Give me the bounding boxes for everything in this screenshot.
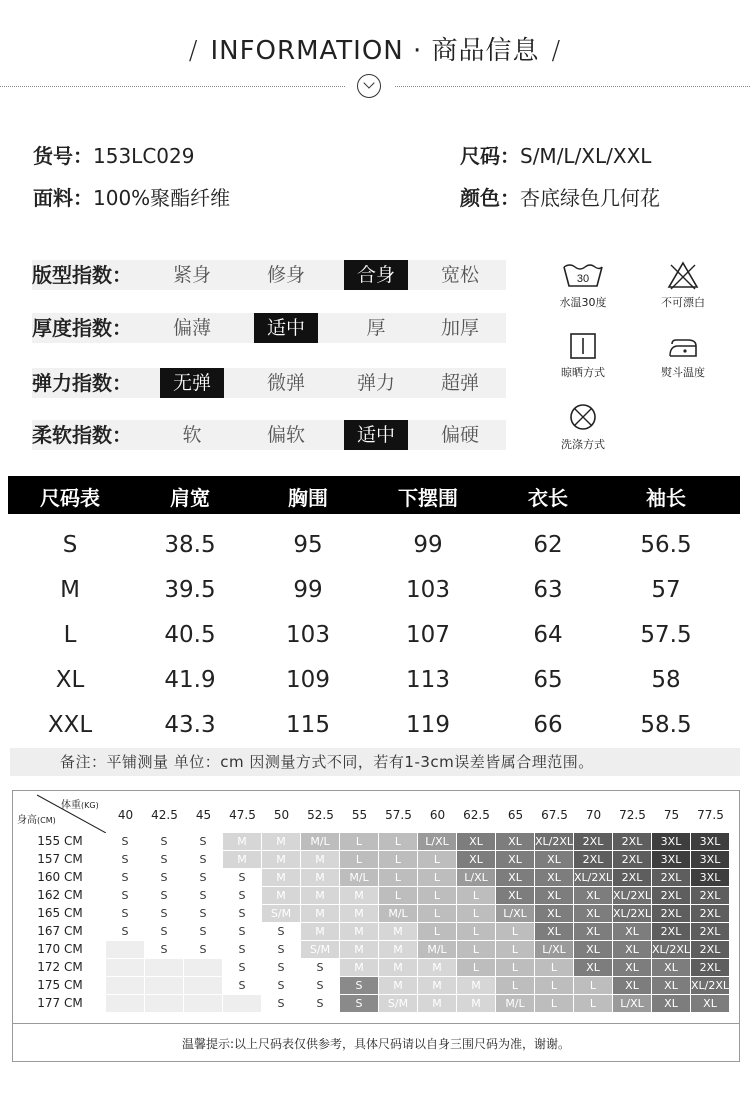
size-grid-cell: S bbox=[262, 977, 300, 994]
size-table-header-cell: 尺码表 bbox=[40, 486, 100, 510]
size-grid-cell: M bbox=[301, 905, 339, 922]
weight-header: 70 bbox=[585, 808, 602, 822]
size-table-header-cell: 胸围 bbox=[288, 486, 328, 510]
size-grid-cell: XL bbox=[652, 977, 690, 994]
size-recommendation-grid bbox=[12, 790, 740, 1062]
size-grid-cell: L bbox=[457, 959, 495, 976]
size-grid-cell: XL bbox=[613, 941, 651, 958]
size-grid-cell: 2XL bbox=[691, 923, 729, 940]
size-grid-cell: 2XL bbox=[652, 905, 690, 922]
table-row bbox=[8, 657, 740, 702]
weight-axis-label: 体重(KG) bbox=[61, 800, 99, 811]
no-bleach-icon bbox=[666, 260, 700, 290]
size-grid-cell: M/L bbox=[496, 995, 534, 1012]
table-cell: 58 bbox=[651, 667, 681, 693]
table-cell: S bbox=[62, 532, 78, 558]
size-grid-cell: L bbox=[340, 833, 378, 850]
size-grid-cell: S bbox=[184, 851, 222, 868]
index-option: 偏硬 bbox=[440, 424, 479, 446]
size-grid-cell: 2XL bbox=[574, 833, 612, 850]
index-label: 弹力指数： bbox=[32, 371, 132, 395]
table-row bbox=[8, 522, 740, 567]
size-grid-cell: M bbox=[340, 887, 378, 904]
size-grid-cell: XL bbox=[574, 959, 612, 976]
size-grid-cell: M bbox=[418, 959, 456, 976]
table-row bbox=[8, 612, 740, 657]
weight-header: 50 bbox=[273, 808, 290, 822]
size-grid-cell: M bbox=[262, 851, 300, 868]
table-cell: 95 bbox=[293, 532, 323, 558]
divider bbox=[0, 86, 345, 87]
size-grid-cell: XL bbox=[535, 851, 573, 868]
index-label: 版型指数： bbox=[32, 263, 132, 287]
table-cell: M bbox=[60, 577, 80, 603]
height-header: 155 CM bbox=[37, 834, 83, 848]
size-grid-cell: L bbox=[457, 905, 495, 922]
size-grid-cell: S bbox=[145, 923, 183, 940]
index-option: 微弹 bbox=[266, 372, 305, 394]
size-grid-cell: S bbox=[145, 941, 183, 958]
index-option: 弹力 bbox=[356, 372, 395, 394]
index-option: 超弹 bbox=[440, 372, 479, 394]
size-grid-cell: XL bbox=[574, 941, 612, 958]
table-row bbox=[8, 567, 740, 612]
size-grid-cell: S bbox=[262, 923, 300, 940]
size-grid-cell: XL bbox=[535, 923, 573, 940]
size-grid-cell: L bbox=[496, 977, 534, 994]
size-grid-cell: M/L bbox=[340, 869, 378, 886]
size-grid-cell: M bbox=[262, 887, 300, 904]
size-grid-cell: M bbox=[340, 941, 378, 958]
size-grid-cell: S/M bbox=[379, 995, 417, 1012]
size-grid-cell: S bbox=[184, 833, 222, 850]
size-grid-cell: M bbox=[379, 959, 417, 976]
height-header: 172 CM bbox=[37, 960, 83, 974]
size-grid-cell: M bbox=[262, 833, 300, 850]
care-iron: 熨斗温度 bbox=[648, 332, 718, 380]
size-grid-cell: L bbox=[496, 959, 534, 976]
height-header: 165 CM bbox=[37, 906, 83, 920]
size-grid-cell: M bbox=[301, 851, 339, 868]
index-row bbox=[32, 420, 506, 450]
size-grid-cell: 2XL bbox=[691, 887, 729, 904]
height-header: 177 CM bbox=[37, 996, 83, 1010]
index-option-selected: 无弹 bbox=[160, 368, 224, 398]
size-table-header-cell: 肩宽 bbox=[170, 486, 210, 510]
size-grid-cell bbox=[223, 995, 261, 1012]
divider bbox=[13, 1023, 739, 1024]
index-label: 柔软指数： bbox=[32, 423, 132, 447]
size-table-header-cell: 下摆围 bbox=[398, 486, 458, 510]
weight-header: 57.5 bbox=[385, 808, 412, 822]
divider bbox=[395, 86, 750, 87]
size-grid-cell: L/XL bbox=[613, 995, 651, 1012]
care-dry: 晾晒方式 bbox=[548, 332, 618, 380]
size-grid-cell bbox=[145, 959, 183, 976]
size-grid-cell: XL bbox=[457, 851, 495, 868]
size-grid-cell: S bbox=[145, 869, 183, 886]
size-grid-cell: S bbox=[223, 941, 261, 958]
size-grid-cell: S bbox=[223, 887, 261, 904]
size-grid-cell: S bbox=[262, 959, 300, 976]
size-grid-cell: L bbox=[457, 887, 495, 904]
table-cell: 66 bbox=[533, 712, 563, 738]
table-row bbox=[8, 702, 740, 747]
size-grid-cell: L/XL bbox=[457, 869, 495, 886]
size-grid-cell: 2XL bbox=[613, 851, 651, 868]
size-grid-cell: M bbox=[418, 995, 456, 1012]
size-grid-cell: L bbox=[535, 959, 573, 976]
size-grid-cell: S bbox=[145, 851, 183, 868]
size-grid-cell: XL bbox=[574, 905, 612, 922]
size-grid-cell: S bbox=[262, 995, 300, 1012]
size-grid-cell: M/L bbox=[379, 905, 417, 922]
size-grid-cell: M/L bbox=[301, 833, 339, 850]
size-grid-cell: M bbox=[379, 977, 417, 994]
table-cell: 119 bbox=[406, 712, 450, 738]
size-grid-cell: L bbox=[496, 923, 534, 940]
table-cell: 107 bbox=[406, 622, 450, 648]
size-grid-cell: L/XL bbox=[535, 941, 573, 958]
size-grid-cell bbox=[106, 977, 144, 994]
size-grid-cell: M bbox=[418, 977, 456, 994]
color: 颜色：杏底绿色几何花 bbox=[460, 186, 660, 210]
size-grid-cell: M bbox=[340, 959, 378, 976]
index-option-selected: 适中 bbox=[344, 420, 408, 450]
size-grid-cell: XL bbox=[613, 923, 651, 940]
wash-30-icon bbox=[561, 262, 605, 290]
table-cell: 63 bbox=[533, 577, 563, 603]
weight-header: 65 bbox=[507, 808, 524, 822]
size-grid-cell: S bbox=[223, 977, 261, 994]
size-grid-cell: L bbox=[418, 923, 456, 940]
size-grid-cell bbox=[184, 959, 222, 976]
size-grid-cell: L bbox=[418, 905, 456, 922]
height-header: 175 CM bbox=[37, 978, 83, 992]
weight-header: 42.5 bbox=[151, 808, 178, 822]
size-grid-cell: 3XL bbox=[691, 833, 729, 850]
size-grid-cell: L bbox=[574, 995, 612, 1012]
weight-header: 52.5 bbox=[307, 808, 334, 822]
height-header: 167 CM bbox=[37, 924, 83, 938]
fabric: 面料：100%聚酯纤维 bbox=[33, 186, 231, 210]
index-label: 厚度指数： bbox=[32, 316, 132, 340]
table-cell: XXL bbox=[47, 712, 93, 738]
height-header: 157 CM bbox=[37, 852, 83, 866]
table-cell: 39.5 bbox=[164, 577, 216, 603]
size-grid-cell: XL bbox=[652, 959, 690, 976]
table-cell: 62 bbox=[533, 532, 563, 558]
size-grid-cell: S bbox=[106, 887, 144, 904]
page-header: / INFORMATION · 商品信息 / bbox=[188, 36, 562, 66]
size-grid-cell: XL/2XL bbox=[691, 979, 730, 992]
size-grid-cell: S bbox=[184, 887, 222, 904]
table-cell: 56.5 bbox=[640, 532, 692, 558]
size-grid-cell: M bbox=[223, 833, 261, 850]
line-dry-icon bbox=[568, 332, 598, 360]
table-cell: 103 bbox=[406, 577, 450, 603]
size-grid-cell: M bbox=[379, 923, 417, 940]
size-grid-cell: L bbox=[418, 851, 456, 868]
table-cell: 109 bbox=[286, 667, 330, 693]
size-grid-cell: L bbox=[574, 977, 612, 994]
size-grid-cell: M bbox=[223, 851, 261, 868]
size-grid-cell: XL bbox=[613, 959, 651, 976]
size-grid-cell: L bbox=[535, 977, 573, 994]
size-grid-cell: 3XL bbox=[652, 851, 690, 868]
size-grid-cell: M bbox=[301, 923, 339, 940]
size-grid-cell: 2XL bbox=[613, 833, 651, 850]
size-grid-cell: XL bbox=[496, 869, 534, 886]
weight-header: 45 bbox=[195, 808, 212, 822]
size-grid-cell: L bbox=[535, 995, 573, 1012]
size-grid-cell: S bbox=[106, 833, 144, 850]
size-grid-cell: L bbox=[496, 941, 534, 958]
table-cell: XL bbox=[55, 667, 85, 693]
height-axis-label: 身高(CM) bbox=[17, 815, 56, 826]
table-cell: 103 bbox=[286, 622, 330, 648]
size-grid-cell: S bbox=[184, 923, 222, 940]
no-wring-icon bbox=[567, 402, 599, 432]
weight-header: 62.5 bbox=[463, 808, 490, 822]
height-header: 162 CM bbox=[37, 888, 83, 902]
size-table-header-cell: 袖长 bbox=[646, 486, 686, 510]
size-grid-cell: S bbox=[223, 869, 261, 886]
weight-header: 47.5 bbox=[229, 808, 256, 822]
size-grid-cell: XL bbox=[496, 833, 534, 850]
size-grid-cell: M/L bbox=[418, 941, 456, 958]
size-grid-cell: M bbox=[379, 941, 417, 958]
size-grid-cell: S bbox=[223, 923, 261, 940]
index-option: 加厚 bbox=[440, 317, 479, 339]
size-grid-cell: 2XL bbox=[652, 887, 690, 904]
size-grid-cell: L/XL bbox=[418, 833, 456, 850]
size-grid-cell: S bbox=[301, 959, 339, 976]
table-cell: L bbox=[63, 622, 77, 648]
size-grid-cell: XL bbox=[652, 995, 690, 1012]
size-grid-cell: L bbox=[457, 923, 495, 940]
size-grid-cell: S bbox=[340, 977, 378, 994]
weight-header: 60 bbox=[429, 808, 446, 822]
size-grid-cell bbox=[145, 977, 183, 994]
svg-text:30: 30 bbox=[576, 273, 590, 285]
size-grid-cell: XL bbox=[574, 887, 612, 904]
size-grid-cell bbox=[106, 995, 144, 1012]
size-grid-cell: 2XL bbox=[652, 869, 690, 886]
table-cell: 99 bbox=[293, 577, 323, 603]
size-grid-cell: 3XL bbox=[652, 833, 690, 850]
size-grid-cell: XL bbox=[613, 977, 651, 994]
size-grid-cell: 2XL bbox=[691, 959, 729, 976]
index-option: 偏薄 bbox=[172, 317, 211, 339]
measurement-note: 备注：平铺测量 单位：cm 因测量方式不同，若有1-3cm误差皆属合理范围。 bbox=[10, 748, 740, 776]
size-grid-cell: S bbox=[145, 833, 183, 850]
size-grid-cell: L bbox=[418, 887, 456, 904]
size-grid-cell: S bbox=[301, 977, 339, 994]
index-option-selected: 适中 bbox=[254, 313, 318, 343]
size-grid-cell: S/M bbox=[301, 941, 339, 958]
size-grid-cell: 3XL bbox=[691, 869, 729, 886]
size-grid-cell: XL bbox=[535, 869, 573, 886]
size-grid-cell: 2XL bbox=[691, 905, 729, 922]
table-cell: 65 bbox=[533, 667, 563, 693]
index-row bbox=[32, 313, 506, 343]
table-cell: 58.5 bbox=[640, 712, 692, 738]
size-grid-cell: XL/2XL bbox=[574, 871, 613, 884]
size-grid-cell: M bbox=[262, 869, 300, 886]
height-header: 170 CM bbox=[37, 942, 83, 956]
size-grid-cell: XL bbox=[535, 905, 573, 922]
weight-header: 77.5 bbox=[697, 808, 724, 822]
table-cell: 64 bbox=[533, 622, 563, 648]
size-grid-cell: M bbox=[457, 977, 495, 994]
table-cell: 113 bbox=[406, 667, 450, 693]
size-grid-cell: L/XL bbox=[496, 905, 534, 922]
size-grid-cell: S bbox=[106, 869, 144, 886]
index-option: 软 bbox=[182, 424, 202, 446]
index-option: 修身 bbox=[266, 264, 305, 286]
size-grid-cell: S bbox=[145, 887, 183, 904]
table-cell: 38.5 bbox=[164, 532, 216, 558]
index-option: 厚 bbox=[366, 317, 386, 339]
size-grid-cell: L bbox=[457, 941, 495, 958]
size-grid-cell: S bbox=[340, 995, 378, 1012]
size-grid-cell: 2XL bbox=[613, 869, 651, 886]
size-grid-cell: L bbox=[340, 851, 378, 868]
index-option-selected: 合身 bbox=[344, 260, 408, 290]
weight-header: 40 bbox=[117, 808, 134, 822]
size-grid-cell: M bbox=[340, 905, 378, 922]
size-grid-cell: 2XL bbox=[574, 851, 612, 868]
table-cell: 57.5 bbox=[640, 622, 692, 648]
weight-header: 72.5 bbox=[619, 808, 646, 822]
size-grid-cell bbox=[106, 941, 144, 958]
size-grid-cell: S bbox=[184, 869, 222, 886]
size-grid-cell: XL bbox=[457, 833, 495, 850]
index-row bbox=[32, 368, 506, 398]
size-grid-cell: XL bbox=[574, 923, 612, 940]
size-grid-cell: S bbox=[106, 851, 144, 868]
size-grid-cell: XL/2XL bbox=[535, 835, 574, 848]
iron-icon bbox=[666, 332, 700, 360]
size-grid-cell: XL/2XL bbox=[613, 889, 652, 902]
size-grid-cell: 2XL bbox=[652, 923, 690, 940]
table-cell: 57 bbox=[651, 577, 681, 603]
care-wash: 30 水温30度 bbox=[548, 262, 618, 310]
index-option: 宽松 bbox=[440, 264, 479, 286]
size-grid-cell: S bbox=[184, 905, 222, 922]
size-grid-cell: XL/2XL bbox=[613, 907, 652, 920]
table-cell: 40.5 bbox=[164, 622, 216, 648]
weight-header: 75 bbox=[663, 808, 680, 822]
size-grid-cell: L bbox=[379, 887, 417, 904]
index-option: 偏软 bbox=[266, 424, 305, 446]
care-wash-method: 洗涤方式 bbox=[548, 402, 618, 452]
table-cell: 43.3 bbox=[164, 712, 216, 738]
chevron-down-icon bbox=[357, 74, 381, 98]
size-grid-cell bbox=[184, 977, 222, 994]
size-grid-cell: M bbox=[457, 995, 495, 1012]
index-row bbox=[32, 260, 506, 290]
table-cell: 115 bbox=[286, 712, 330, 738]
size-grid-cell bbox=[184, 995, 222, 1012]
grid-footer-tip: 温馨提示:以上尺码表仅供参考，具体尺码请以自身三围尺码为准，谢谢。 bbox=[181, 1037, 571, 1051]
size-grid-cell: S bbox=[223, 905, 261, 922]
table-cell: 41.9 bbox=[164, 667, 216, 693]
size-grid-cell: XL bbox=[496, 887, 534, 904]
header-title: INFORMATION · 商品信息 bbox=[210, 36, 540, 66]
size-grid-cell: XL bbox=[691, 995, 729, 1012]
index-option: 紧身 bbox=[172, 264, 211, 286]
size-grid-cell: XL/2XL bbox=[652, 943, 691, 956]
size-grid-cell: M bbox=[301, 869, 339, 886]
size-grid-cell: S bbox=[145, 905, 183, 922]
size-table-header-cell: 衣长 bbox=[528, 486, 568, 510]
size-grid-cell: S/M bbox=[262, 905, 300, 922]
size-grid-cell bbox=[145, 995, 183, 1012]
size-grid-cell: S bbox=[223, 959, 261, 976]
size-grid-cell: S bbox=[262, 941, 300, 958]
sizes: 尺码：S/M/L/XL/XXL bbox=[460, 144, 652, 168]
size-grid-cell: L bbox=[379, 833, 417, 850]
size-grid-cell: S bbox=[184, 941, 222, 958]
size-grid-cell: M bbox=[301, 887, 339, 904]
size-grid-cell: XL bbox=[535, 887, 573, 904]
item-number: 货号：153LC029 bbox=[33, 144, 195, 168]
table-cell: 99 bbox=[413, 532, 443, 558]
size-grid-cell: L bbox=[379, 851, 417, 868]
size-table-header bbox=[8, 476, 740, 514]
size-grid-cell: S bbox=[106, 923, 144, 940]
size-grid-cell bbox=[106, 959, 144, 976]
height-header: 160 CM bbox=[37, 870, 83, 884]
weight-header: 67.5 bbox=[541, 808, 568, 822]
size-grid-cell: S bbox=[106, 905, 144, 922]
size-grid-cell: L bbox=[418, 869, 456, 886]
size-grid-cell: XL bbox=[496, 851, 534, 868]
size-grid-cell: 3XL bbox=[691, 851, 729, 868]
size-grid-cell: 2XL bbox=[691, 941, 729, 958]
size-grid-cell: S bbox=[301, 995, 339, 1012]
care-bleach: 不可漂白 bbox=[648, 260, 718, 310]
size-grid-cell: L bbox=[379, 869, 417, 886]
size-grid-cell: M bbox=[340, 923, 378, 940]
weight-header: 55 bbox=[351, 808, 368, 822]
